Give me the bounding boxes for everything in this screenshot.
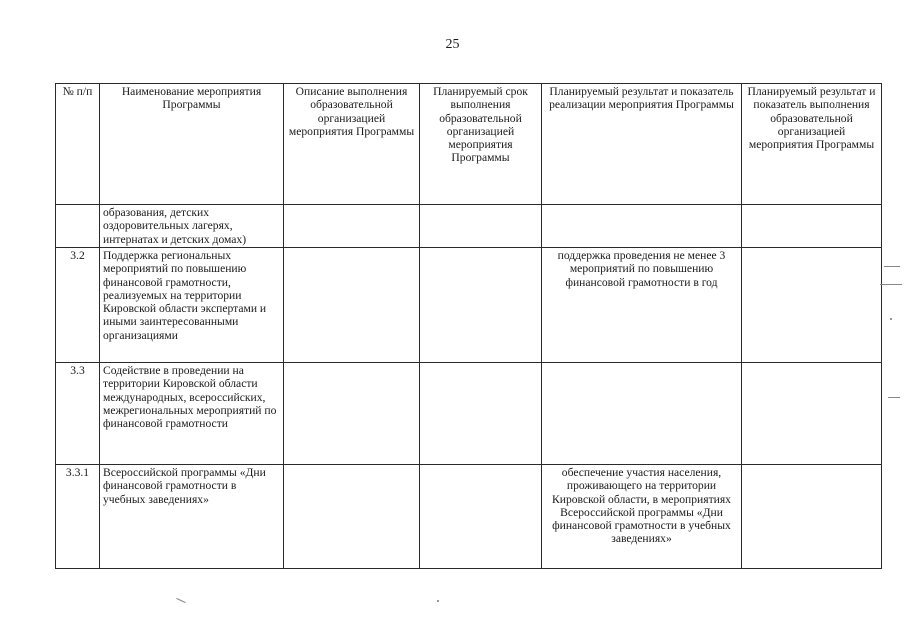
program-activities-table: [55, 83, 882, 569]
table-row: [56, 363, 882, 465]
table-row: [56, 465, 882, 569]
row-term: [420, 465, 542, 569]
page-number: 25: [445, 37, 460, 52]
row-result: [542, 363, 742, 465]
row-number: 3.2: [56, 248, 100, 363]
scan-artifact: [890, 318, 892, 320]
row-org-result: [742, 205, 882, 248]
row-number: [56, 205, 100, 248]
row-org-result: [742, 363, 882, 465]
header-org-result: Планируемый результат и показатель выполнения образовательной организацией мероприятия Программы: [742, 84, 882, 205]
table-row: [56, 205, 882, 248]
scan-artifact: [884, 266, 900, 267]
table-row: [56, 248, 882, 363]
row-result: поддержка проведения не менее 3 мероприятий по повышению финансовой грамотности в год: [542, 248, 742, 363]
row-org-result: [742, 465, 882, 569]
scan-artifact: [437, 600, 439, 602]
header-planned-term: Планируемый срок выполнения образовательной организацией мероприятия Программы: [420, 84, 542, 205]
row-description: [284, 363, 420, 465]
header-number: № п/п: [56, 84, 100, 205]
row-number: 3.3.1: [56, 465, 100, 569]
header-description: Описание выполнения образовательной организацией мероприятия Программы: [284, 84, 420, 205]
row-activity-name: Содействие в проведении на территории Кировской области международных, всероссийских, межрегиональных мероприятий по финансовой грамотности: [100, 363, 284, 465]
row-description: [284, 205, 420, 248]
row-number: 3.3: [56, 363, 100, 465]
row-term: [420, 205, 542, 248]
row-activity-name: Поддержка региональных мероприятий по повышению финансовой грамотности, реализуемых на территории Кировской области экспертами и иными заинтересованными организациями: [100, 248, 284, 363]
scan-artifact: [880, 284, 902, 285]
row-activity-name: Всероссийской программы «Дни финансовой грамотности в учебных заведениях»: [100, 465, 284, 569]
row-description: [284, 248, 420, 363]
row-result: [542, 205, 742, 248]
row-result: обеспечение участия населения, проживающего на территории Кировской области, в мероприятиях Всероссийской программы «Дни финансовой грамотности в учебных заведениях»: [542, 465, 742, 569]
row-term: [420, 363, 542, 465]
scan-artifact: [176, 598, 185, 603]
row-org-result: [742, 248, 882, 363]
row-activity-name: образования, детских оздоровительных лагерях, интернатах и детских домах): [100, 205, 284, 248]
table-header-row: [56, 84, 882, 205]
header-planned-result: Планируемый результат и показатель реализации мероприятия Программы: [542, 84, 742, 205]
row-description: [284, 465, 420, 569]
scan-artifact: [888, 397, 900, 398]
row-term: [420, 248, 542, 363]
header-activity-name: Наименование мероприятия Программы: [100, 84, 284, 205]
